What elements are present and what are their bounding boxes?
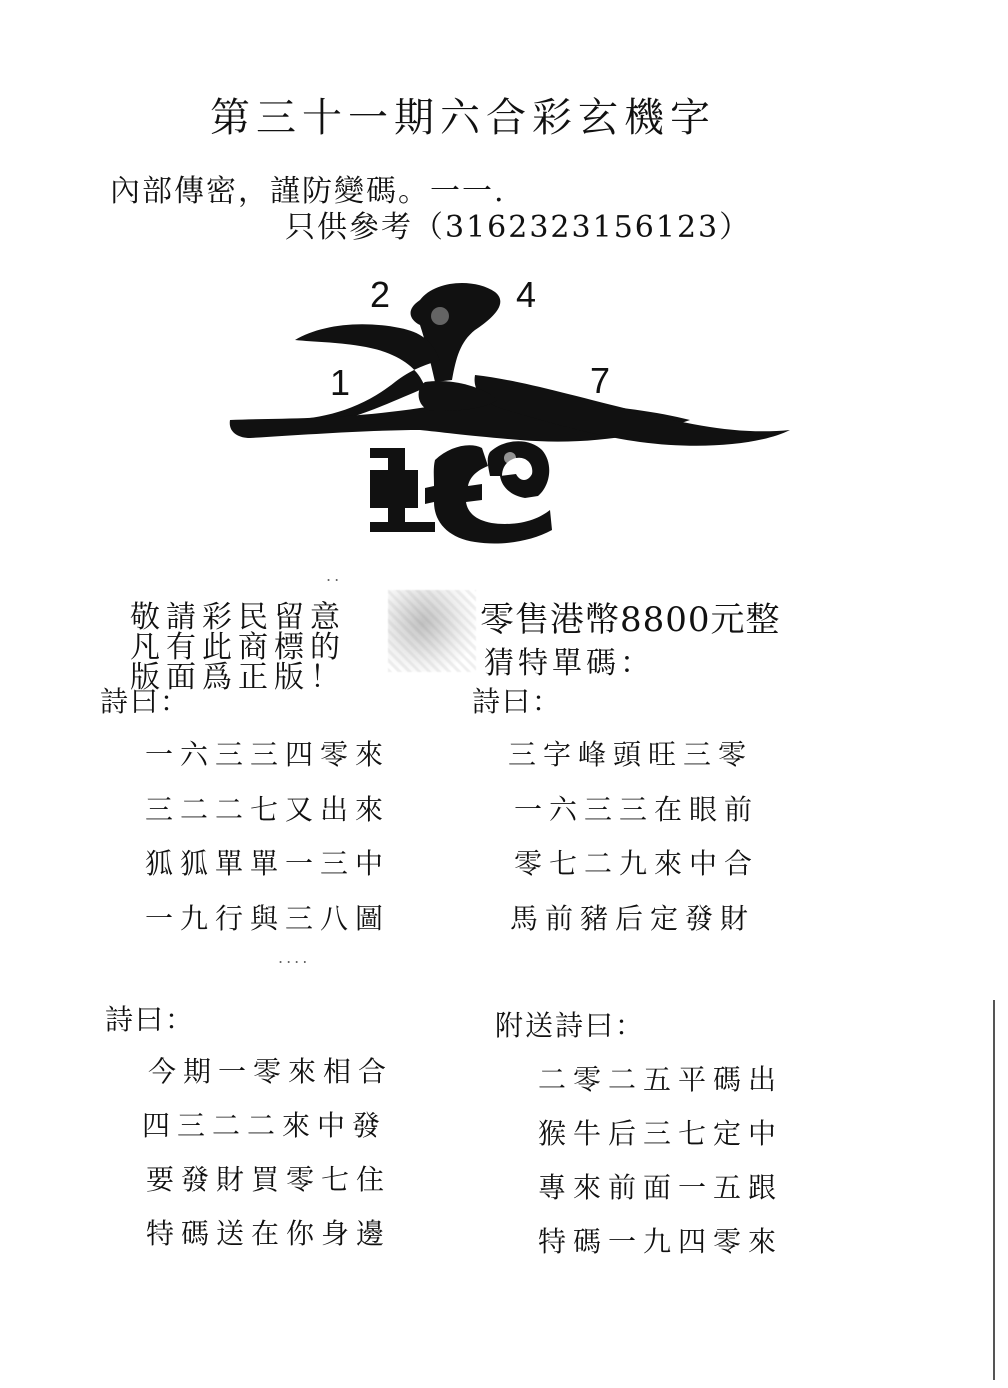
stamp-notice-line-2: 凡有此商標的 bbox=[130, 630, 346, 665]
poem-2-heading: 詩曰： bbox=[472, 685, 563, 718]
calligraphy-graphic bbox=[220, 270, 800, 550]
poem-2-line: 一六三三在眼前 bbox=[514, 793, 760, 826]
poem-4-line: 專來前面一五跟 bbox=[538, 1171, 784, 1204]
poem-3-line: 要發財買零七住 bbox=[146, 1163, 392, 1196]
emblem-number-4: 4 bbox=[516, 274, 537, 315]
poem-2-line: 馬前豬后定發財 bbox=[510, 902, 756, 935]
trademark-seal bbox=[388, 590, 476, 672]
emblem-number-7: 7 bbox=[590, 360, 611, 401]
stamp-notice-line-1: 敬請彩民留意 bbox=[130, 600, 346, 635]
scan-edge-line bbox=[993, 1000, 995, 1380]
poem-3-line: 今期一零來相合 bbox=[148, 1055, 394, 1088]
stamp-notice-line-3: 版面爲正版！ bbox=[130, 660, 346, 695]
divider-dots: .... bbox=[278, 948, 311, 967]
poem-1-line: 一九行與三八圖 bbox=[145, 902, 391, 935]
poem-2-line: 零七二九來中合 bbox=[514, 847, 760, 880]
calligraphy-emblem bbox=[220, 270, 800, 550]
poem-4-line: 特碼一九四零來 bbox=[538, 1225, 784, 1258]
poem-4-line: 猴牛后三七定中 bbox=[538, 1117, 784, 1150]
poem-3-line: 四三二二來中發 bbox=[142, 1109, 388, 1142]
poem-4-heading: 附送詩曰： bbox=[495, 1009, 646, 1042]
poem-1-line: 狐狐單單一三中 bbox=[145, 847, 391, 880]
poem-3-line: 特碼送在你身邊 bbox=[146, 1217, 392, 1250]
guess-number-label: 猜特單碼： bbox=[484, 646, 654, 681]
emblem-number-1: 1 bbox=[330, 362, 351, 403]
emblem-number-2: 2 bbox=[370, 274, 391, 315]
page-title: 第三十一期六合彩玄機字 bbox=[210, 95, 716, 141]
divider-dots: .. bbox=[326, 566, 343, 585]
poem-3-heading: 詩曰： bbox=[105, 1003, 196, 1036]
price-text: 零售港幣8800元整 bbox=[480, 600, 781, 640]
poem-1-line: 一六三三四零來 bbox=[145, 738, 391, 771]
poem-1-heading: 詩曰： bbox=[100, 685, 191, 718]
poem-2-line: 三字峰頭旺三零 bbox=[508, 738, 754, 771]
notice-text: 內部傳密，謹防變碼。一一. bbox=[110, 174, 506, 209]
poem-4-line: 二零二五平碼出 bbox=[538, 1063, 784, 1096]
poem-1-line: 三二二七又出來 bbox=[145, 793, 391, 826]
reference-text: 只供參考（3162323156123） bbox=[285, 210, 752, 245]
